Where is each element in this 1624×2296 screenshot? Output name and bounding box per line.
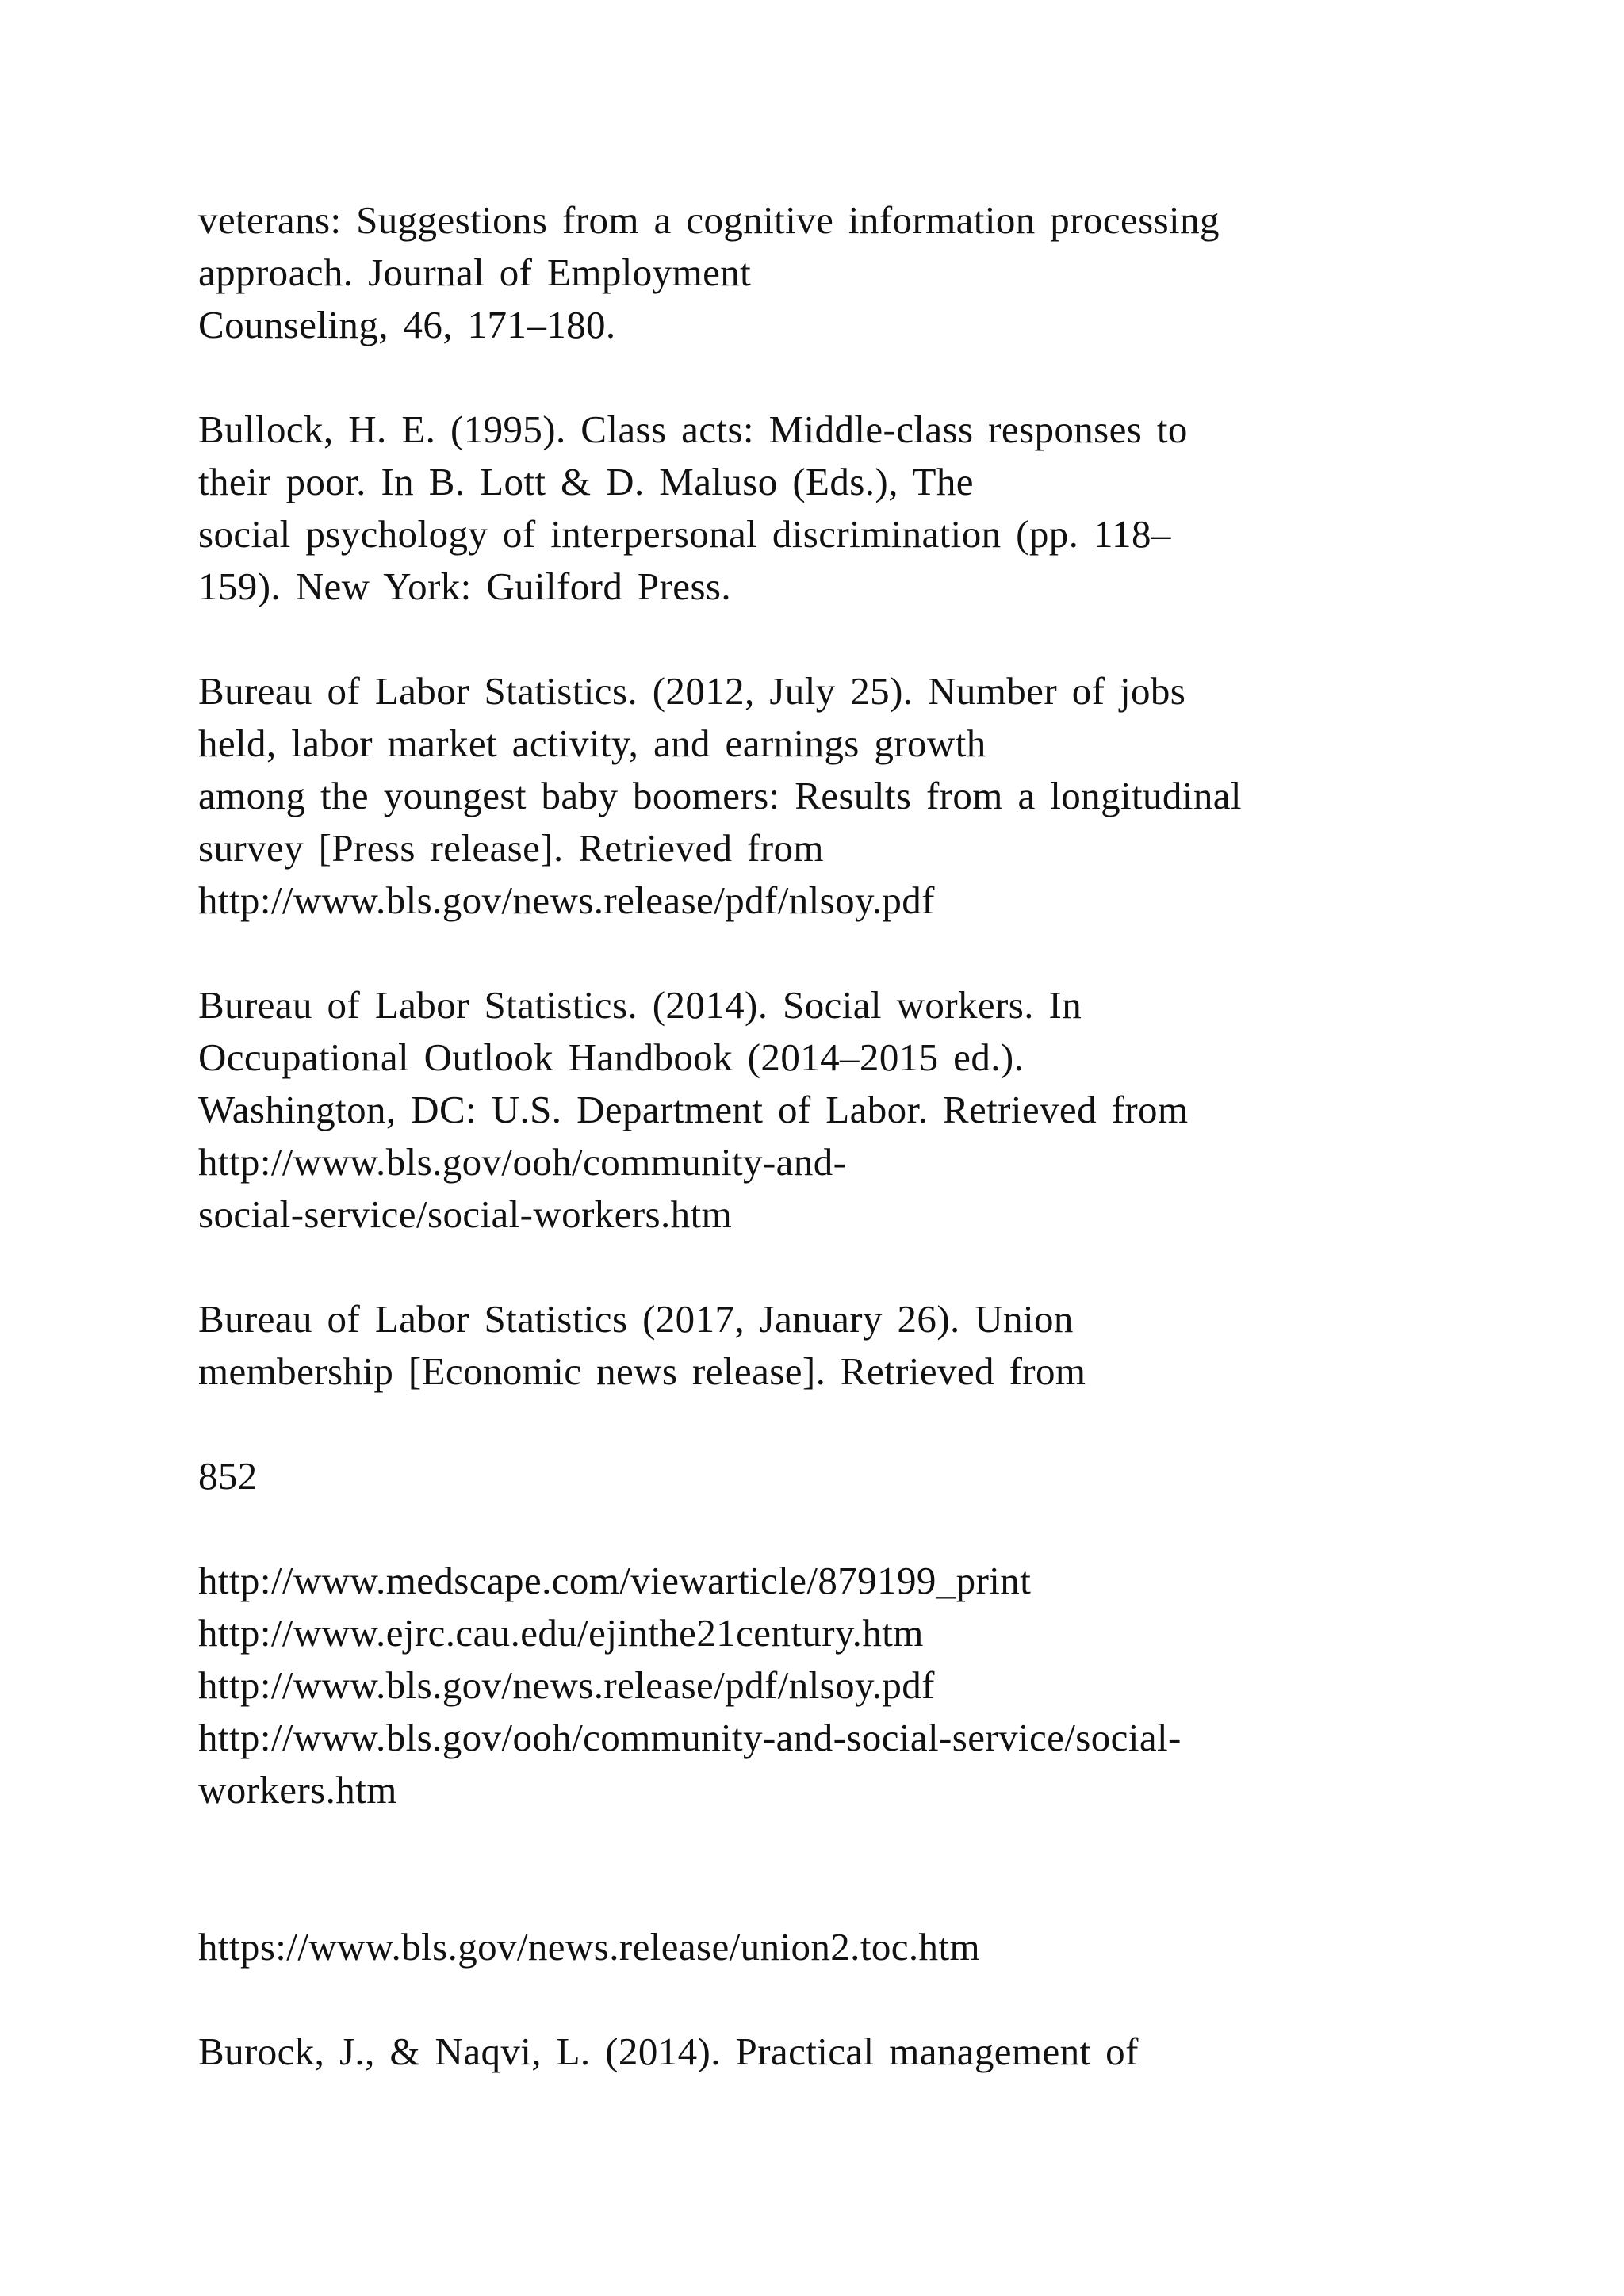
document-page	[198, 194, 1435, 2078]
url-line: http://www.bls.gov/news.release/pdf/nlsoy.pdf	[198, 1663, 935, 1707]
text-line: Bureau of Labor Statistics. (2012, July 25). Number of jobs	[198, 669, 1186, 713]
text-line: among the youngest baby boomers: Results from a longitudinal	[198, 774, 1242, 817]
text-line: their poor. In B. Lott & D. Maluso (Eds.), The	[198, 460, 974, 503]
page-number-text: 852	[198, 1454, 258, 1498]
url-union-membership	[198, 1921, 1435, 1973]
text-line: Bullock, H. E. (1995). Class acts: Middle-class responses to	[198, 408, 1188, 451]
text-line: Counseling, 46, 171–180.	[198, 303, 616, 346]
text-line: membership [Economic news release]. Retrieved from	[198, 1349, 1086, 1393]
url-line: http://www.bls.gov/news.release/pdf/nlsoy.pdf	[198, 878, 935, 922]
text-line: Occupational Outlook Handbook (2014–2015 ed.).	[198, 1035, 1025, 1079]
text-line: Bureau of Labor Statistics (2017, January 26). Union	[198, 1297, 1074, 1341]
reference-fragment-veterans	[198, 194, 1435, 351]
text-line: survey [Press release]. Retrieved from	[198, 826, 824, 870]
text-line: Washington, DC: U.S. Department of Labor. Retrieved from	[198, 1088, 1189, 1131]
url-line: http://www.medscape.com/viewarticle/879199_print	[198, 1559, 1032, 1602]
url-line: workers.htm	[198, 1768, 397, 1812]
page-number	[198, 1450, 1435, 1502]
text-line: Burock, J., & Naqvi, L. (2014). Practical management of	[198, 2030, 1139, 2073]
text-line: 159). New York: Guilford Press.	[198, 564, 732, 608]
text-line: veterans: Suggestions from a cognitive information processing	[198, 198, 1220, 242]
text-line: approach. Journal of Employment	[198, 251, 752, 294]
url-line: http://www.ejrc.cau.edu/ejinthe21century.htm	[198, 1611, 924, 1655]
reference-bullock-1995	[198, 404, 1435, 613]
text-line: held, labor market activity, and earnings growth	[198, 721, 986, 765]
url-list	[198, 1555, 1435, 1816]
url-line: social-service/social-workers.htm	[198, 1192, 733, 1236]
text-line: social psychology of interpersonal discrimination (pp. 118–	[198, 512, 1171, 556]
url-line: http://www.bls.gov/ooh/community-and-	[198, 1140, 847, 1184]
url-line: https://www.bls.gov/news.release/union2.toc.htm	[198, 1925, 980, 1969]
reference-bls-2014	[198, 979, 1435, 1241]
reference-burock-2014	[198, 2026, 1435, 2078]
reference-bls-2012	[198, 665, 1435, 927]
text-line: Bureau of Labor Statistics. (2014). Social workers. In	[198, 983, 1082, 1027]
reference-bls-2017	[198, 1293, 1435, 1398]
url-line: http://www.bls.gov/ooh/community-and-social-service/social-	[198, 1716, 1182, 1759]
